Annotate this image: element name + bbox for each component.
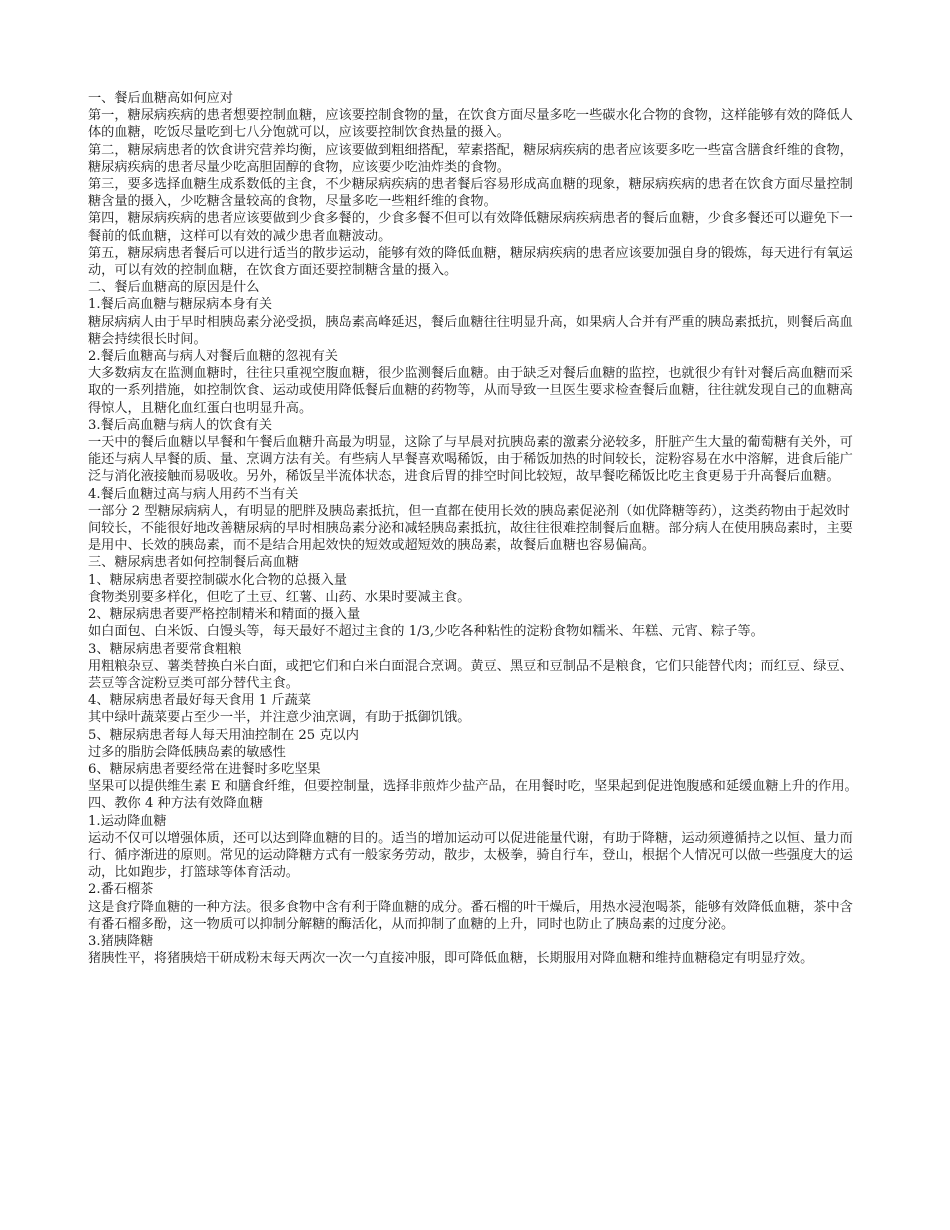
subheading: 2.餐后血糖高与病人对餐后血糖的忽视有关: [88, 349, 338, 365]
section-heading-3: 三、糖尿病患者如何控制餐后高血糖: [88, 555, 299, 571]
paragraph: 坚果可以提供维生素 E 和膳食纤维，但要控制量，选择非煎炸少盐产品，在用餐时吃，坚果起到促进饱腹感和延缓血糖上升的作用。: [88, 779, 858, 795]
subheading: 5、糖尿病患者每人每天用油控制在 25 克以内: [88, 727, 359, 743]
subheading: 4.餐后血糖过高与病人用药不当有关: [88, 486, 299, 502]
paragraph: 第三，要多选择血糖生成系数低的主食，不少糖尿病疾病的患者餐后容易形成高血糖的现象，糖尿病疾病的患者在饮食方面尽量控制糖含量的摄入，少吃糖含量较高的食物，尽量多吃一些粗纤维的食物。: [88, 177, 853, 210]
subheading: 3、糖尿病患者要常食粗粮: [88, 641, 242, 657]
subheading: 6、糖尿病患者要经常在进餐时多吃坚果: [88, 761, 321, 777]
paragraph: 如白面包、白米饭、白馒头等，每天最好不超过主食的 1/3,少吃各种粘性的淀粉食物如糯米、年糕、元宵、粽子等。: [88, 624, 764, 640]
paragraph: 用粗粮杂豆、薯类替换白米白面，或把它们和白米白面混合烹调。黄豆、黑豆和豆制品不是粮食，它们只能替代肉；而红豆、绿豆、芸豆等含淀粉豆类可部分替代主食。: [88, 658, 853, 691]
paragraph: 一天中的餐后血糖以早餐和午餐后血糖升高最为明显，这除了与早晨对抗胰岛素的激素分泌较多，肝脏产生大量的葡萄糖有关外，可能还与病人早餐的质、量、烹调方法有关。有些病人早餐喜欢喝稀饭，由于稀饭加热的时间较长，淀粉容易在水中溶解，进食后能广泛与消化液接触而易吸收。另外，稀饭呈半流体状态，进食后胃的排空时间比较短，故早餐吃稀饭比吃主食更易于升高餐后血糖。: [88, 435, 853, 485]
paragraph: 糖尿病病人由于早时相胰岛素分泌受损，胰岛素高峰延迟，餐后血糖往往明显升高，如果病人合并有严重的胰岛素抵抗，则餐后高血糖会持续很长时间。: [88, 314, 853, 347]
subheading: 4、糖尿病患者最好每天食用 1 斤蔬菜: [88, 693, 311, 709]
subheading: 2、糖尿病患者要严格控制精米和精面的摄入量: [88, 607, 361, 623]
subheading: 3.猪胰降糖: [88, 933, 154, 949]
subheading: 3.餐后高血糖与病人的饮食有关: [88, 417, 273, 433]
paragraph: 这是食疗降血糖的一种方法。很多食物中含有利于降血糖的成分。番石榴的叶干燥后，用热水浸泡喝茶，能够有效降低血糖，茶中含有番石榴多酚，这一物质可以抑制分解糖的酶活化，从而抑制了血糖的上升，同时也防止了胰岛素的过度分泌。: [88, 899, 853, 932]
paragraph: 第五，糖尿病患者餐后可以进行适当的散步运动，能够有效的降低血糖，糖尿病疾病的患者应该要加强自身的锻炼，每天进行有氧运动，可以有效的控制血糖，在饮食方面还要控制糖含量的摄入。: [88, 245, 853, 279]
paragraph: 第二，糖尿病患者的饮食讲究营养均衡，应该要做到粗细搭配，荤素搭配，糖尿病疾病的患者应该要多吃一些富含膳食纤维的食物，糖尿病疾病的患者尽量少吃高胆固醇的食物，应该要少吃油炸类的食物。: [88, 142, 853, 175]
subheading: 1.运动降血糖: [88, 813, 167, 829]
paragraph: 第四，糖尿病疾病的患者应该要做到少食多餐的，少食多餐不但可以有效降低糖尿病疾病患者的餐后血糖，少食多餐还可以避免下一餐前的低血糖，这样可以有效的减少患者血糖波动。: [88, 211, 853, 244]
section-heading-2: 二、餐后血糖高的原因是什么: [88, 280, 260, 296]
paragraph: 猪胰性平，将猪胰焙干研成粉末每天两次一次一勺直接冲服，即可降低血糖，长期服用对降血糖和维持血糖稳定有明显疗效。: [88, 951, 814, 967]
subheading: 1、糖尿病患者要控制碳水化合物的总摄入量: [88, 572, 347, 588]
document-body: [88, 90, 860, 967]
paragraph: 一部分 2 型糖尿病病人，有明显的肥胖及胰岛素抵抗，但一直都在使用长效的胰岛素促泌剂（如优降糖等药），这类药物由于起效时间较长，不能很好地改善糖尿病的早时相胰岛素分泌和减轻胰岛素抵抗，故往往很难控制餐后血糖。部分病人在使用胰岛素时，主要是用中、长效的胰岛素，而不是结合用起效快的短效或超短效的胰岛素，故餐后血糖也容易偏高。: [88, 503, 853, 554]
subheading: 1.餐后高血糖与糖尿病本身有关: [88, 297, 273, 313]
paragraph: 过多的脂肪会降低胰岛素的敏感性: [88, 744, 286, 760]
section-heading-4: 四、教你 4 种方法有效降血糖: [88, 796, 264, 812]
paragraph: 食物类别要多样化，但吃了土豆、红薯、山药、水果时要减主食。: [88, 589, 471, 605]
paragraph: 运动不仅可以增强体质，还可以达到降血糖的目的。适当的增加运动可以促进能量代谢，有助于降糖，运动须遵循持之以恒、量力而行、循序渐进的原则。常见的运动降糖方式有一般家务劳动，散步，太极拳，骑自行车，登山，根据个人情况可以做一些强度大的运动，比如跑步，打篮球等体育活动。: [88, 830, 853, 881]
subheading: 2.番石榴茶: [88, 882, 154, 898]
paragraph: 其中绿叶蔬菜要占至少一半，并注意少油烹调，有助于抵御饥饿。: [88, 710, 471, 726]
paragraph: 大多数病友在监测血糖时，往往只重视空腹血糖，很少监测餐后血糖。由于缺乏对餐后血糖的监控，也就很少有针对餐后高血糖而采取的一系列措施，如控制饮食、运动或使用降低餐后血糖的药物等，从而导致一旦医生要求检查餐后血糖，往往就发现自己的血糖高得惊人，且糖化血红蛋白也明显升高。: [88, 366, 853, 416]
section-heading-1: 一、餐后血糖高如何应对: [88, 91, 234, 106]
paragraph: 第一，糖尿病疾病的患者想要控制血糖，应该要控制食物的量，在饮食方面尽量多吃一些碳水化合物的食物，这样能够有效的降低人体的血糖，吃饭尽量吃到七八分饱就可以，应该要控制饮食热量的摄入。: [88, 108, 853, 141]
